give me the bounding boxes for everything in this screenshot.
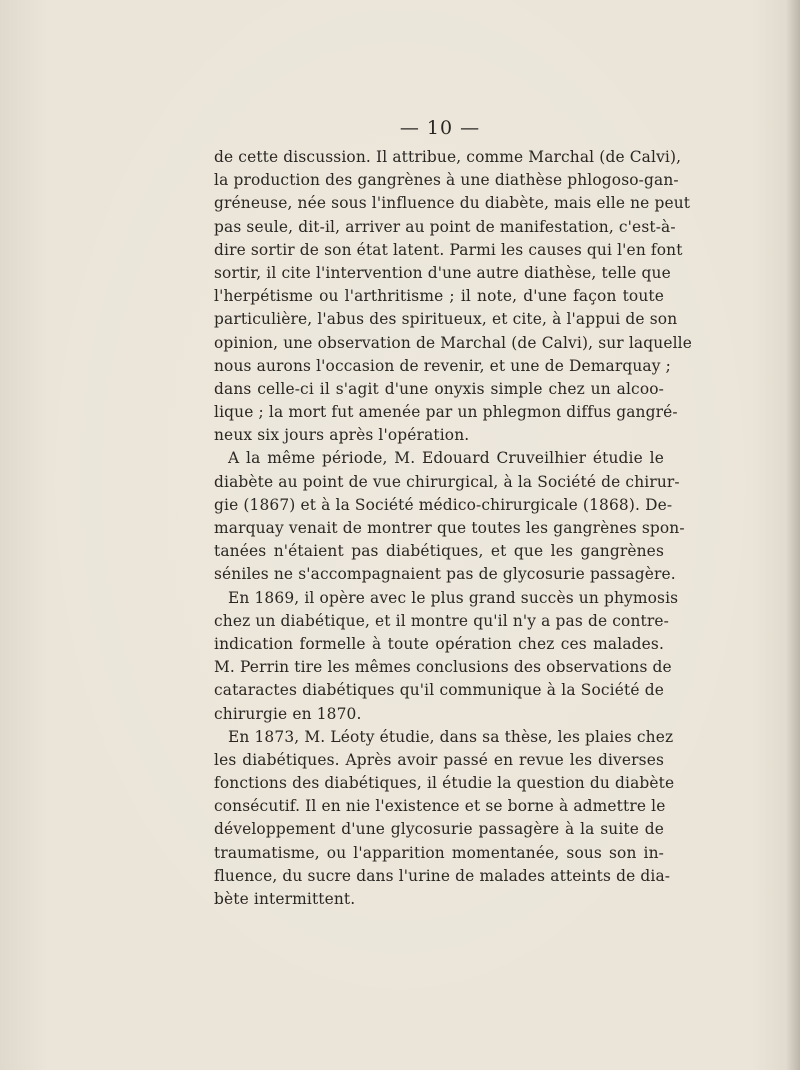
page-number: — 10 —: [399, 117, 481, 139]
text-line: chez un diabétique, et il montre qu'il n'y a pas de contre-: [214, 611, 669, 630]
text-line: développement d'une glycosurie passagère à la suite de: [214, 820, 664, 839]
text-line: En 1869, il opère avec le plus grand succès un phymosis: [228, 588, 679, 607]
text-line: chirurgie en 1870.: [214, 704, 362, 723]
text-line: gie (1867) et à la Société médico-chirurgicale (1868). De-: [214, 495, 673, 514]
text-line: dire sortir de son état latent. Parmi les causes qui l'en font: [214, 240, 683, 259]
text-line: indication formelle à toute opération chez ces malades.: [214, 634, 664, 653]
text-line: neux six jours après l'opération.: [214, 426, 470, 445]
text-line: de cette discussion. Il attribue, comme Marchal (de Calvi),: [214, 148, 682, 166]
text-line: cataractes diabétiques qu'il communique à la Société de: [214, 681, 664, 700]
text-line: fluence, du sucre dans l'urine de malades atteints de dia-: [214, 866, 671, 885]
text-line: M. Perrin tire les mêmes conclusions des observations de: [214, 658, 672, 677]
text-line: nous aurons l'occasion de revenir, et une de Demarquay ;: [214, 356, 671, 375]
text-line: diabète au point de vue chirurgical, à la Société de chirur-: [214, 472, 680, 491]
text-line: la production des gangrènes à une diathèse phlogoso-gan-: [214, 171, 679, 190]
text-line: lique ; la mort fut amenée par un phlegmon diffus gangré-: [214, 403, 678, 422]
text-line: séniles ne s'accompagnaient pas de glycosurie passagère.: [214, 565, 676, 584]
text-line: dans celle-ci il s'agit d'une onyxis simple chez un alcoo-: [214, 379, 664, 398]
text-line: pas seule, dit-il, arriver au point de manifestation, c'est-à-: [214, 217, 676, 236]
text-line: gréneuse, née sous l'influence du diabète, mais elle ne peut: [214, 194, 691, 213]
text-line: les diabétiques. Après avoir passé en revue les diverses: [214, 750, 664, 769]
body-text: [214, 146, 692, 911]
text-line: tanées n'étaient pas diabétiques, et que les gangrènes: [214, 542, 664, 561]
text-line: sortir, il cite l'intervention d'une autre diathèse, telle que: [214, 263, 671, 282]
text-line: marquay venait de montrer que toutes les gangrènes spon-: [214, 519, 685, 537]
page-edge-shadow: [786, 0, 800, 1070]
text-line: traumatisme, ou l'apparition momentanée, sous son in-: [214, 843, 664, 862]
text-line: consécutif. Il en nie l'existence et se borne à admettre le: [214, 797, 666, 816]
text-line: opinion, une observation de Marchal (de Calvi), sur laquelle: [214, 333, 692, 352]
text-line: fonctions des diabétiques, il étudie la question du diabète: [214, 774, 675, 793]
text-line: En 1873, M. Léoty étudie, dans sa thèse, les plaies chez: [228, 727, 674, 746]
text-line: l'herpétisme ou l'arthritisme ; il note, d'une façon toute: [214, 287, 664, 306]
text-line: A la même période, M. Edouard Cruveilhier étudie le: [228, 449, 664, 468]
text-line: bète intermittent.: [214, 890, 356, 908]
text-line: particulière, l'abus des spiritueux, et cite, à l'appui de son: [214, 310, 678, 329]
